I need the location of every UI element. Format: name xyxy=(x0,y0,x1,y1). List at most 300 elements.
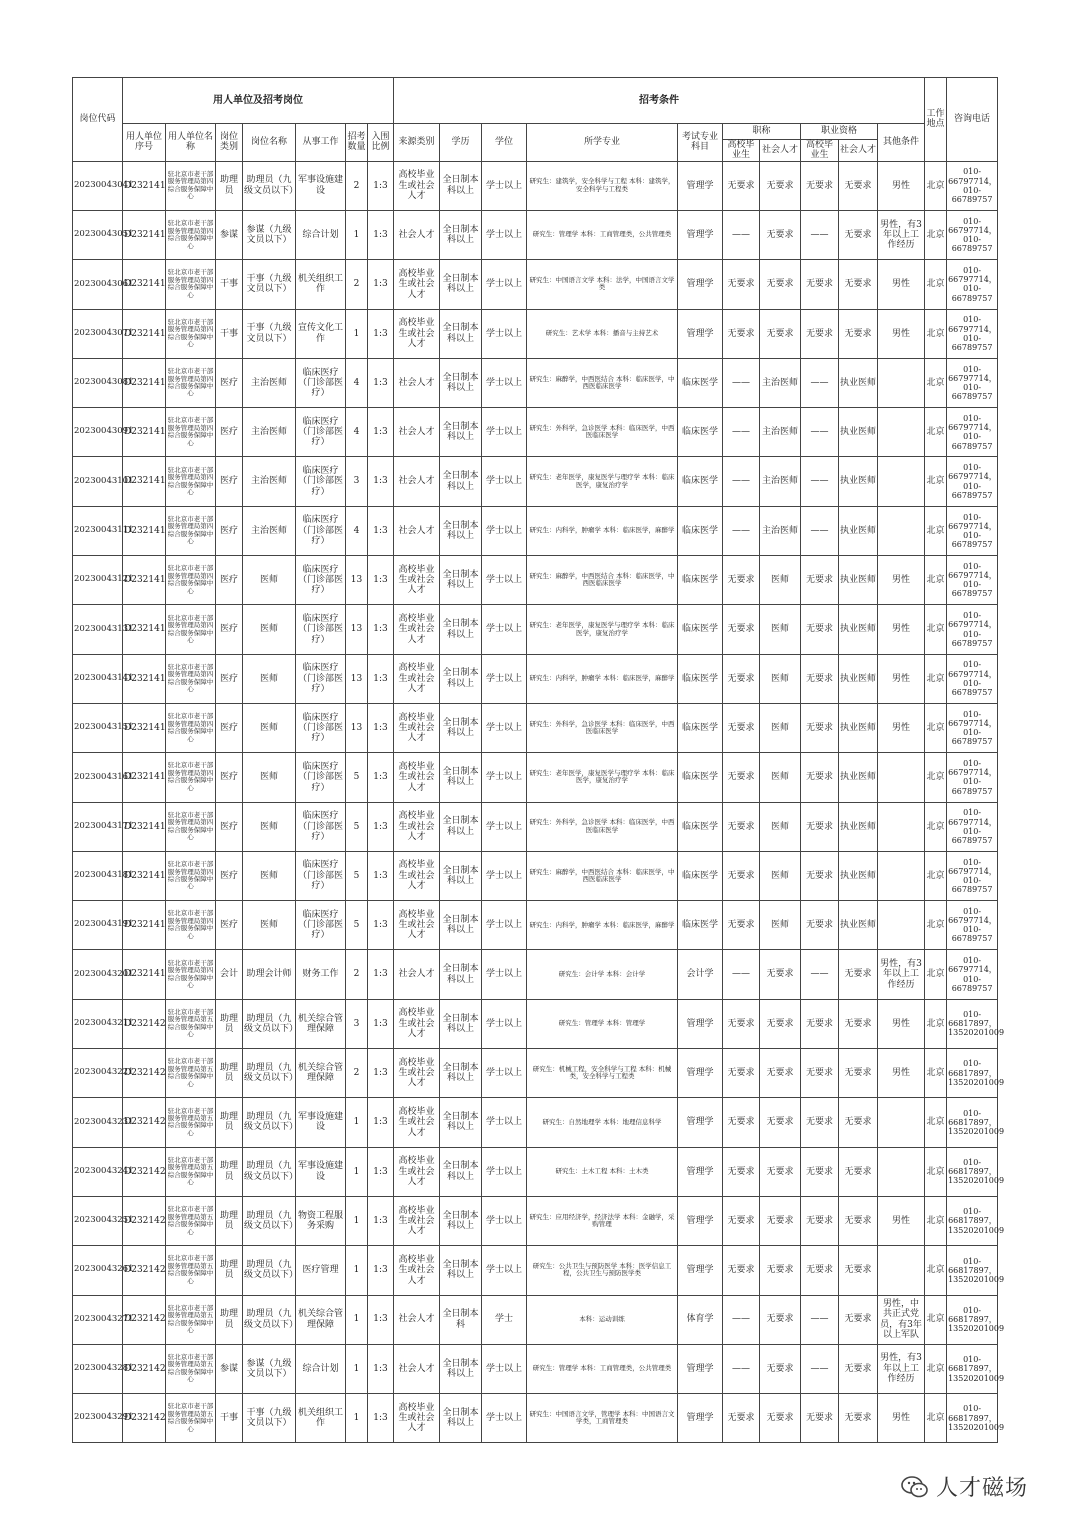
cell-title-grad: 无要求 xyxy=(723,1049,760,1098)
cell-location: 北京 xyxy=(925,1246,947,1295)
cell-location: 北京 xyxy=(925,260,947,309)
cell-unit-name: 驻北京市老干部服务管理局第五综合服务保障中心 xyxy=(166,1394,216,1443)
cell-unit-no: D232142 xyxy=(123,1344,166,1393)
cell-major: 研究生：内科学，肿瘤学 本科：临床医学，麻醉学 xyxy=(527,901,678,950)
cell-unit-name: 驻北京市老干部服务管理局第四综合服务保障中心 xyxy=(166,950,216,999)
cell-post-category: 助理员 xyxy=(216,1196,243,1245)
cell-ratio: 1:3 xyxy=(368,260,394,309)
cell-ratio: 1:3 xyxy=(368,851,394,900)
cell-post-category: 参谋 xyxy=(216,1344,243,1393)
cell-education: 全日制本科以上 xyxy=(440,161,482,210)
cell-exam-subject: 管理学 xyxy=(678,309,723,358)
cell-post-name: 参谋（九级文员以下） xyxy=(243,210,296,259)
cell-location: 北京 xyxy=(925,1394,947,1443)
cell-title-social: 无要求 xyxy=(760,1295,801,1344)
table-row xyxy=(73,605,998,654)
cell-qual-grad: 无要求 xyxy=(801,654,839,703)
cell-qual-grad: 无要求 xyxy=(801,309,839,358)
cell-degree: 学士以上 xyxy=(482,506,527,555)
cell-ratio: 1:3 xyxy=(368,654,394,703)
cell-code: 20230043261 xyxy=(73,1246,123,1295)
cell-code: 20230043151 xyxy=(73,703,123,752)
cell-title-social: 无要求 xyxy=(760,1098,801,1147)
cell-phone: 010-66797714，010-66789757 xyxy=(947,457,998,506)
cell-major: 研究生：应用经济学，经济法学 本科：金融学，采购管理 xyxy=(527,1196,678,1245)
cell-exam-subject: 管理学 xyxy=(678,1049,723,1098)
cell-qual-social: 执业医师 xyxy=(839,901,878,950)
cell-other xyxy=(878,851,925,900)
cell-title-grad: —— xyxy=(723,457,760,506)
cell-other: 男性 xyxy=(878,556,925,605)
cell-qual-grad: —— xyxy=(801,950,839,999)
header-location: 工作地点 xyxy=(925,78,947,162)
cell-duty: 机关综合管理保障 xyxy=(296,999,346,1048)
cell-degree: 学士以上 xyxy=(482,999,527,1048)
cell-unit-no: D232141 xyxy=(123,753,166,802)
cell-source: 社会人才 xyxy=(394,1295,440,1344)
cell-education: 全日制本科以上 xyxy=(440,1196,482,1245)
cell-education: 全日制本科以上 xyxy=(440,999,482,1048)
cell-title-grad: —— xyxy=(723,1344,760,1393)
cell-other xyxy=(878,1246,925,1295)
cell-other: 男性，有3年以上工作经历 xyxy=(878,1344,925,1393)
cell-post-category: 医疗 xyxy=(216,851,243,900)
cell-title-social: 医师 xyxy=(760,654,801,703)
cell-source: 社会人才 xyxy=(394,950,440,999)
cell-ratio: 1:3 xyxy=(368,999,394,1048)
cell-qual-grad: 无要求 xyxy=(801,802,839,851)
cell-unit-no: D232141 xyxy=(123,506,166,555)
table-row xyxy=(73,901,998,950)
cell-exam-subject: 临床医学 xyxy=(678,605,723,654)
cell-post-category: 医疗 xyxy=(216,802,243,851)
cell-exam-subject: 临床医学 xyxy=(678,851,723,900)
cell-major: 研究生：中国语言文学，管理学 本科：中国语言文学类，工商管理类 xyxy=(527,1394,678,1443)
cell-qual-grad: 无要求 xyxy=(801,851,839,900)
cell-unit-name: 驻北京市老干部服务管理局第五综合服务保障中心 xyxy=(166,1049,216,1098)
table-row xyxy=(73,309,998,358)
cell-post-name: 医师 xyxy=(243,556,296,605)
header-duty: 从事工作 xyxy=(296,124,346,162)
cell-title-grad: —— xyxy=(723,408,760,457)
cell-title-grad: 无要求 xyxy=(723,556,760,605)
table-row xyxy=(73,1394,998,1443)
cell-count: 1 xyxy=(346,1344,368,1393)
cell-degree: 学士以上 xyxy=(482,1344,527,1393)
cell-title-grad: 无要求 xyxy=(723,161,760,210)
cell-code: 20230043181 xyxy=(73,851,123,900)
cell-other xyxy=(878,1147,925,1196)
cell-title-grad: —— xyxy=(723,506,760,555)
cell-qual-social: 无要求 xyxy=(839,1394,878,1443)
cell-title-social: 无要求 xyxy=(760,1246,801,1295)
cell-major: 研究生：麻醉学，中西医结合 本科：临床医学，中西医临床医学 xyxy=(527,556,678,605)
cell-duty: 机关组织工作 xyxy=(296,260,346,309)
cell-education: 全日制本科以上 xyxy=(440,1147,482,1196)
cell-other xyxy=(878,901,925,950)
cell-qual-grad: 无要求 xyxy=(801,1049,839,1098)
cell-exam-subject: 临床医学 xyxy=(678,506,723,555)
cell-phone: 010-66797714，010-66789757 xyxy=(947,950,998,999)
header-unit-name: 用人单位名称 xyxy=(166,124,216,162)
cell-count: 13 xyxy=(346,556,368,605)
cell-exam-subject: 管理学 xyxy=(678,1246,723,1295)
cell-major: 本科：运动训练 xyxy=(527,1295,678,1344)
cell-exam-subject: 临床医学 xyxy=(678,408,723,457)
table-row xyxy=(73,1147,998,1196)
cell-title-grad: 无要求 xyxy=(723,654,760,703)
cell-major: 研究生：中国语言文学 本科：法学，中国语言文学类 xyxy=(527,260,678,309)
cell-major: 研究生：艺术学 本科：播音与主持艺术 xyxy=(527,309,678,358)
cell-title-social: 无要求 xyxy=(760,1049,801,1098)
cell-qual-social: 无要求 xyxy=(839,1295,878,1344)
cell-unit-no: D232141 xyxy=(123,851,166,900)
cell-source: 高校毕业生或社会人才 xyxy=(394,753,440,802)
cell-degree: 学士以上 xyxy=(482,703,527,752)
cell-duty: 临床医疗（门诊部医疗） xyxy=(296,506,346,555)
cell-count: 2 xyxy=(346,1049,368,1098)
cell-major: 研究生：建筑学，安全科学与工程 本科：建筑学，安全科学与工程类 xyxy=(527,161,678,210)
cell-phone: 010-66797714，010-66789757 xyxy=(947,851,998,900)
cell-duty: 综合计划 xyxy=(296,1344,346,1393)
cell-qual-grad: —— xyxy=(801,210,839,259)
cell-qual-social: 无要求 xyxy=(839,950,878,999)
cell-post-category: 医疗 xyxy=(216,556,243,605)
cell-qual-grad: —— xyxy=(801,1344,839,1393)
cell-major: 研究生：会计学 本科：会计学 xyxy=(527,950,678,999)
cell-qual-social: 执业医师 xyxy=(839,605,878,654)
cell-education: 全日制本科以上 xyxy=(440,802,482,851)
cell-unit-name: 驻北京市老干部服务管理局第四综合服务保障中心 xyxy=(166,210,216,259)
cell-count: 2 xyxy=(346,161,368,210)
table-row xyxy=(73,358,998,407)
header-qual-social: 社会人才 xyxy=(839,140,878,162)
header-post-category: 岗位类别 xyxy=(216,124,243,162)
cell-code: 20230043121 xyxy=(73,556,123,605)
cell-title-social: 无要求 xyxy=(760,161,801,210)
cell-post-name: 医师 xyxy=(243,605,296,654)
cell-post-name: 助理员（九级文员以下） xyxy=(243,1246,296,1295)
cell-qual-grad: 无要求 xyxy=(801,1147,839,1196)
cell-phone: 010-66797714，010-66789757 xyxy=(947,408,998,457)
cell-unit-name: 驻北京市老干部服务管理局第四综合服务保障中心 xyxy=(166,556,216,605)
cell-phone: 010-66797714，010-66789757 xyxy=(947,753,998,802)
cell-code: 20230043211 xyxy=(73,999,123,1048)
cell-education: 全日制本科以上 xyxy=(440,753,482,802)
cell-title-social: 主治医师 xyxy=(760,457,801,506)
cell-qual-social: 无要求 xyxy=(839,161,878,210)
cell-major: 研究生：麻醉学，中西医结合 本科：临床医学，中西医临床医学 xyxy=(527,851,678,900)
table-row xyxy=(73,210,998,259)
cell-code: 20230043131 xyxy=(73,605,123,654)
cell-source: 高校毕业生或社会人才 xyxy=(394,556,440,605)
cell-post-category: 医疗 xyxy=(216,901,243,950)
cell-other: 男性 xyxy=(878,654,925,703)
cell-post-name: 医师 xyxy=(243,851,296,900)
cell-education: 全日制本科 xyxy=(440,1295,482,1344)
cell-major: 研究生：内科学，肿瘤学 本科：临床医学，麻醉学 xyxy=(527,506,678,555)
cell-post-name: 助理员（九级文员以下） xyxy=(243,1049,296,1098)
cell-education: 全日制本科以上 xyxy=(440,210,482,259)
cell-location: 北京 xyxy=(925,161,947,210)
cell-unit-no: D232141 xyxy=(123,309,166,358)
cell-exam-subject: 管理学 xyxy=(678,1344,723,1393)
cell-location: 北京 xyxy=(925,1049,947,1098)
header-qualification-group: 职业资格 xyxy=(801,124,878,140)
cell-ratio: 1:3 xyxy=(368,1246,394,1295)
cell-count: 3 xyxy=(346,999,368,1048)
table-row xyxy=(73,1049,998,1098)
cell-other xyxy=(878,408,925,457)
cell-unit-name: 驻北京市老干部服务管理局第四综合服务保障中心 xyxy=(166,408,216,457)
cell-duty: 临床医疗（门诊部医疗） xyxy=(296,802,346,851)
cell-education: 全日制本科以上 xyxy=(440,1344,482,1393)
cell-duty: 机关综合管理保障 xyxy=(296,1049,346,1098)
cell-other xyxy=(878,802,925,851)
cell-phone: 010-66797714，010-66789757 xyxy=(947,901,998,950)
cell-location: 北京 xyxy=(925,851,947,900)
cell-post-category: 助理员 xyxy=(216,1147,243,1196)
cell-major: 研究生：外科学，急诊医学 本科：临床医学，中西医临床医学 xyxy=(527,408,678,457)
cell-education: 全日制本科以上 xyxy=(440,556,482,605)
cell-qual-grad: —— xyxy=(801,1295,839,1344)
cell-degree: 学士以上 xyxy=(482,457,527,506)
cell-exam-subject: 管理学 xyxy=(678,260,723,309)
cell-qual-social: 无要求 xyxy=(839,1246,878,1295)
cell-qual-social: 无要求 xyxy=(839,1344,878,1393)
table-row xyxy=(73,1344,998,1393)
cell-post-name: 助理会计师 xyxy=(243,950,296,999)
header-ratio: 入围比例 xyxy=(368,124,394,162)
cell-count: 1 xyxy=(346,1147,368,1196)
cell-major: 研究生：公共卫生与预防医学 本科：医学信息工程，公共卫生与预防医学类 xyxy=(527,1246,678,1295)
cell-ratio: 1:3 xyxy=(368,358,394,407)
cell-exam-subject: 临床医学 xyxy=(678,358,723,407)
cell-post-name: 干事（九级文员以下） xyxy=(243,309,296,358)
cell-source: 高校毕业生或社会人才 xyxy=(394,605,440,654)
cell-title-grad: 无要求 xyxy=(723,1246,760,1295)
cell-other: 男性，中共正式党员，有3年以上军队 xyxy=(878,1295,925,1344)
cell-qual-social: 执业医师 xyxy=(839,753,878,802)
cell-qual-social: 执业医师 xyxy=(839,408,878,457)
cell-major: 研究生：外科学，急诊医学 本科：临床医学，中西医临床医学 xyxy=(527,703,678,752)
cell-source: 高校毕业生或社会人才 xyxy=(394,309,440,358)
cell-count: 1 xyxy=(346,1246,368,1295)
cell-unit-name: 驻北京市老干部服务管理局第四综合服务保障中心 xyxy=(166,161,216,210)
cell-post-category: 医疗 xyxy=(216,408,243,457)
header-title-grad: 高校毕业生 xyxy=(723,140,760,162)
cell-unit-no: D232142 xyxy=(123,1295,166,1344)
cell-duty: 临床医疗（门诊部医疗） xyxy=(296,851,346,900)
cell-code: 20230043091 xyxy=(73,408,123,457)
cell-post-category: 医疗 xyxy=(216,457,243,506)
cell-title-social: 无要求 xyxy=(760,950,801,999)
cell-unit-name: 驻北京市老干部服务管理局第四综合服务保障中心 xyxy=(166,605,216,654)
cell-degree: 学士以上 xyxy=(482,556,527,605)
table-row xyxy=(73,457,998,506)
cell-location: 北京 xyxy=(925,556,947,605)
cell-count: 5 xyxy=(346,802,368,851)
cell-title-social: 无要求 xyxy=(760,309,801,358)
cell-location: 北京 xyxy=(925,1098,947,1147)
cell-major: 研究生：机械工程，安全科学与工程 本科：机械类，安全科学与工程类 xyxy=(527,1049,678,1098)
cell-education: 全日制本科以上 xyxy=(440,408,482,457)
cell-unit-name: 驻北京市老干部服务管理局第四综合服务保障中心 xyxy=(166,901,216,950)
cell-post-category: 助理员 xyxy=(216,999,243,1048)
header-title-group: 职称 xyxy=(723,124,801,140)
cell-count: 1 xyxy=(346,1196,368,1245)
cell-qual-grad: 无要求 xyxy=(801,901,839,950)
cell-education: 全日制本科以上 xyxy=(440,1098,482,1147)
cell-phone: 010-66797714，010-66789757 xyxy=(947,309,998,358)
table-row xyxy=(73,1098,998,1147)
cell-count: 1 xyxy=(346,210,368,259)
cell-title-grad: 无要求 xyxy=(723,309,760,358)
cell-unit-name: 驻北京市老干部服务管理局第四综合服务保障中心 xyxy=(166,753,216,802)
cell-qual-grad: —— xyxy=(801,408,839,457)
cell-duty: 临床医疗（门诊部医疗） xyxy=(296,605,346,654)
cell-title-social: 医师 xyxy=(760,901,801,950)
cell-post-category: 参谋 xyxy=(216,210,243,259)
cell-unit-no: D232141 xyxy=(123,605,166,654)
cell-phone: 010-66817897，13520201009 xyxy=(947,999,998,1048)
cell-count: 5 xyxy=(346,901,368,950)
cell-title-social: 无要求 xyxy=(760,1196,801,1245)
header-code: 岗位代码 xyxy=(73,78,123,162)
cell-location: 北京 xyxy=(925,1196,947,1245)
cell-phone: 010-66817897，13520201009 xyxy=(947,1394,998,1443)
cell-source: 高校毕业生或社会人才 xyxy=(394,654,440,703)
cell-phone: 010-66817897，13520201009 xyxy=(947,1196,998,1245)
cell-title-social: 无要求 xyxy=(760,1147,801,1196)
cell-ratio: 1:3 xyxy=(368,210,394,259)
cell-exam-subject: 管理学 xyxy=(678,210,723,259)
cell-ratio: 1:3 xyxy=(368,1098,394,1147)
cell-post-category: 干事 xyxy=(216,260,243,309)
cell-post-name: 助理员（九级文员以下） xyxy=(243,1098,296,1147)
cell-source: 高校毕业生或社会人才 xyxy=(394,851,440,900)
cell-qual-grad: 无要求 xyxy=(801,556,839,605)
cell-degree: 学士以上 xyxy=(482,753,527,802)
table-row xyxy=(73,408,998,457)
table-row xyxy=(73,506,998,555)
cell-unit-no: D232141 xyxy=(123,210,166,259)
cell-title-grad: 无要求 xyxy=(723,1147,760,1196)
cell-post-category: 医疗 xyxy=(216,753,243,802)
cell-exam-subject: 管理学 xyxy=(678,1394,723,1443)
cell-phone: 010-66797714，010-66789757 xyxy=(947,802,998,851)
cell-unit-name: 驻北京市老干部服务管理局第四综合服务保障中心 xyxy=(166,506,216,555)
cell-count: 2 xyxy=(346,260,368,309)
cell-ratio: 1:3 xyxy=(368,605,394,654)
cell-source: 高校毕业生或社会人才 xyxy=(394,1246,440,1295)
cell-count: 1 xyxy=(346,309,368,358)
cell-phone: 010-66817897，13520201009 xyxy=(947,1295,998,1344)
cell-count: 5 xyxy=(346,753,368,802)
cell-major: 研究生：外科学，急诊医学 本科：临床医学，中西医临床医学 xyxy=(527,802,678,851)
cell-degree: 学士以上 xyxy=(482,309,527,358)
cell-location: 北京 xyxy=(925,654,947,703)
cell-post-category: 干事 xyxy=(216,1394,243,1443)
cell-duty: 物资工程服务采购 xyxy=(296,1196,346,1245)
cell-unit-name: 驻北京市老干部服务管理局第五综合服务保障中心 xyxy=(166,1098,216,1147)
cell-exam-subject: 管理学 xyxy=(678,161,723,210)
cell-exam-subject: 临床医学 xyxy=(678,802,723,851)
cell-location: 北京 xyxy=(925,753,947,802)
header-phone: 咨询电话 xyxy=(947,78,998,162)
cell-major: 研究生：管理学 本科：工商管理类，公共管理类 xyxy=(527,210,678,259)
cell-unit-no: D232141 xyxy=(123,802,166,851)
cell-education: 全日制本科以上 xyxy=(440,1049,482,1098)
cell-major: 研究生：老年医学，康复医学与理疗学 本科：临床医学，康复治疗学 xyxy=(527,457,678,506)
cell-other xyxy=(878,506,925,555)
cell-title-social: 无要求 xyxy=(760,260,801,309)
cell-title-social: 主治医师 xyxy=(760,408,801,457)
cell-post-category: 助理员 xyxy=(216,161,243,210)
cell-degree: 学士以上 xyxy=(482,408,527,457)
cell-phone: 010-66797714，010-66789757 xyxy=(947,210,998,259)
cell-unit-no: D232141 xyxy=(123,358,166,407)
cell-other: 男性，有3年以上工作经历 xyxy=(878,210,925,259)
cell-qual-social: 无要求 xyxy=(839,309,878,358)
cell-duty: 临床医疗（门诊部医疗） xyxy=(296,556,346,605)
header-post-name: 岗位名称 xyxy=(243,124,296,162)
wechat-icon xyxy=(900,1474,930,1500)
cell-qual-grad: 无要求 xyxy=(801,703,839,752)
cell-count: 5 xyxy=(346,851,368,900)
cell-code: 20230043141 xyxy=(73,654,123,703)
cell-other: 男性 xyxy=(878,1196,925,1245)
cell-phone: 010-66817897，13520201009 xyxy=(947,1246,998,1295)
cell-other: 男性 xyxy=(878,605,925,654)
cell-post-name: 助理员（九级文员以下） xyxy=(243,1295,296,1344)
cell-education: 全日制本科以上 xyxy=(440,703,482,752)
cell-unit-name: 驻北京市老干部服务管理局第四综合服务保障中心 xyxy=(166,654,216,703)
header-education: 学历 xyxy=(440,124,482,162)
cell-ratio: 1:3 xyxy=(368,950,394,999)
table-row xyxy=(73,1295,998,1344)
cell-degree: 学士以上 xyxy=(482,210,527,259)
cell-post-name: 医师 xyxy=(243,703,296,752)
cell-degree: 学士以上 xyxy=(482,654,527,703)
header-other: 其他条件 xyxy=(878,124,925,162)
cell-other xyxy=(878,358,925,407)
cell-exam-subject: 会计学 xyxy=(678,950,723,999)
cell-other: 男性 xyxy=(878,999,925,1048)
table-row xyxy=(73,1196,998,1245)
header-title-social: 社会人才 xyxy=(760,140,801,162)
cell-qual-social: 执业医师 xyxy=(839,654,878,703)
cell-unit-no: D232141 xyxy=(123,161,166,210)
cell-unit-name: 驻北京市老干部服务管理局第五综合服务保障中心 xyxy=(166,1344,216,1393)
cell-phone: 010-66797714，010-66789757 xyxy=(947,703,998,752)
recruitment-table xyxy=(72,77,1005,1443)
cell-source: 社会人才 xyxy=(394,358,440,407)
cell-degree: 学士以上 xyxy=(482,851,527,900)
cell-ratio: 1:3 xyxy=(368,457,394,506)
watermark-text: 人才磁场 xyxy=(936,1476,1029,1501)
cell-qual-grad: 无要求 xyxy=(801,605,839,654)
cell-unit-no: D232142 xyxy=(123,1394,166,1443)
cell-education: 全日制本科以上 xyxy=(440,309,482,358)
table-row xyxy=(73,161,998,210)
cell-code: 20230043111 xyxy=(73,506,123,555)
cell-location: 北京 xyxy=(925,506,947,555)
table-row xyxy=(73,703,998,752)
cell-duty: 军事设施建设 xyxy=(296,1147,346,1196)
cell-post-category: 医疗 xyxy=(216,703,243,752)
cell-title-grad: —— xyxy=(723,950,760,999)
